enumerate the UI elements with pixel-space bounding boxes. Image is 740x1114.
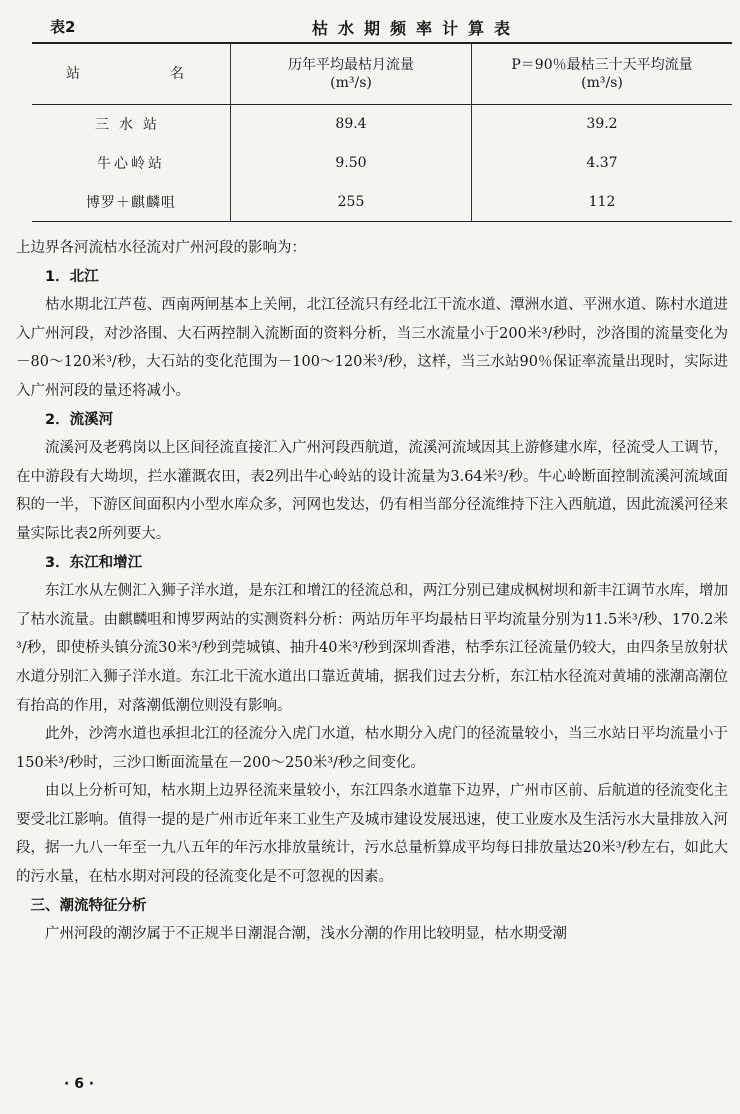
- table-row: [32, 144, 732, 183]
- frequency-table: [32, 42, 732, 222]
- table-label: 表2: [50, 18, 76, 36]
- paragraph-tidal-analysis: 广州河段的潮汐属于不正规半日潮混合潮，浅水分潮的作用比较明显，枯水期受潮: [45, 926, 567, 943]
- p90-min-30day-flow: 39.2: [472, 105, 733, 144]
- paragraph-shawan: 此外，沙湾水道也承担北江的径流分入虎门水道，枯水期分入虎门的径流量较小，当三水站日平均流量小于150米³/秒时，三沙口断面流量在－200～250米³/秒之间变化。: [16, 726, 728, 771]
- header-p90-min-30day-flow-text: P＝90％最枯三十天平均流量 (m³/s): [511, 57, 693, 91]
- header-station: 站 名: [66, 66, 196, 82]
- paragraph-summary: 由以上分析可知，枯水期上边界径流来量较小，东江四条水道靠下边界，广州市区前、后航道的径流变化主要受北江影响。值得一提的是广州市近年来工业生产及城市建设发展迅速，使工业废水及生活污水大量排放入河段，据一九八一年至一九八五年的年污水排放量统计，污水总量析算成平均每日排放量达20米³/秒左右，如此大的污水量，在枯水期对河段的径流变化是不可忽视的因素。: [16, 783, 728, 886]
- paragraph-dongjiang: 东江水从左侧汇入狮子洋水道，是东江和增江的径流总和，两江分别已建成枫树坝和新丰江调节水库，增加了枯水流量。由麒麟咀和博罗两站的实测资料分析：两站历年平均最枯日平均流量分别为11.5米³/秒、170.2米³/秒，即使桥头镇分流30米³/秒到莞城镇、抽升40米³/秒到深圳香港，枯季东江径流量仍较大，由四条呈放射状水道分别汇入狮子洋水道。东江北干流水道出口靠近黄埔，据我们过去分析，东江枯水径流对黄埔的涨潮高潮位有抬高的作用，对落潮低潮位则没有影响。: [16, 583, 728, 714]
- p90-min-30day-flow: 112: [472, 183, 733, 222]
- station-name: 牛心岭站: [97, 156, 165, 172]
- section-heading-liuxihe: 2．流溪河: [45, 411, 114, 428]
- section-heading-tidal-analysis: 三、潮流特征分析: [30, 897, 147, 914]
- page-number: · 6 ·: [64, 1076, 95, 1092]
- p90-min-30day-flow: 4.37: [472, 144, 733, 183]
- body-text: [16, 234, 728, 949]
- table-caption: [32, 12, 732, 40]
- table-row: [32, 105, 732, 144]
- table-header-row: [32, 43, 732, 105]
- paragraph-liuxihe: 流溪河及老鸦岗以上区间径流直接汇入广州河段西航道，流溪河流域因其上游修建水库，径流受人工调节，在中游段有大坳坝，拦水灌溉农田，表2列出牛心岭站的设计流量为3.64米³/秒。牛心岭断面控制流溪河流域面积的一半，下游区间面积内小型水库众多，河网也发达，仍有相当部分径流维持下注入西航道，因此流溪河径来量实际比表2所列要大。: [16, 440, 728, 542]
- avg-min-monthly-flow: 255: [231, 183, 472, 222]
- header-avg-min-monthly-flow-text: 历年平均最枯月流量 (m³/s): [288, 57, 414, 91]
- station-name: 三水站: [95, 117, 167, 134]
- header-p90-min-30day-flow: [472, 43, 733, 105]
- header-avg-min-monthly-flow: [231, 43, 472, 105]
- section-heading-dongjiang: 3．东江和增江: [45, 554, 143, 571]
- section-heading-beijiang: 1．北江: [45, 268, 99, 285]
- station-name: 博罗＋麒麟咀: [86, 194, 176, 211]
- avg-min-monthly-flow: 9.50: [231, 144, 472, 183]
- intro-paragraph: 上边界各河流枯水径流对广州河段的影响为：: [16, 240, 306, 256]
- avg-min-monthly-flow: 89.4: [231, 105, 472, 144]
- table-row: [32, 183, 732, 222]
- table-title: 枯水期频率计算表: [312, 19, 521, 38]
- paragraph-beijiang: 枯水期北江芦苞、西南两闸基本上关闸，北江径流只有经北江干流水道、潭洲水道、平洲水道、陈村水道进入广州河段，对沙洛围、大石两控制入流断面的资料分析，当三水流量小于200米³/秒时，沙洛围的流量变化为－80～120米³/秒，大石站的变化范围为－100～120米³/秒，这样，当三水站90％保证率流量出现时，实际进入广州河段的量还将减小。: [16, 297, 728, 399]
